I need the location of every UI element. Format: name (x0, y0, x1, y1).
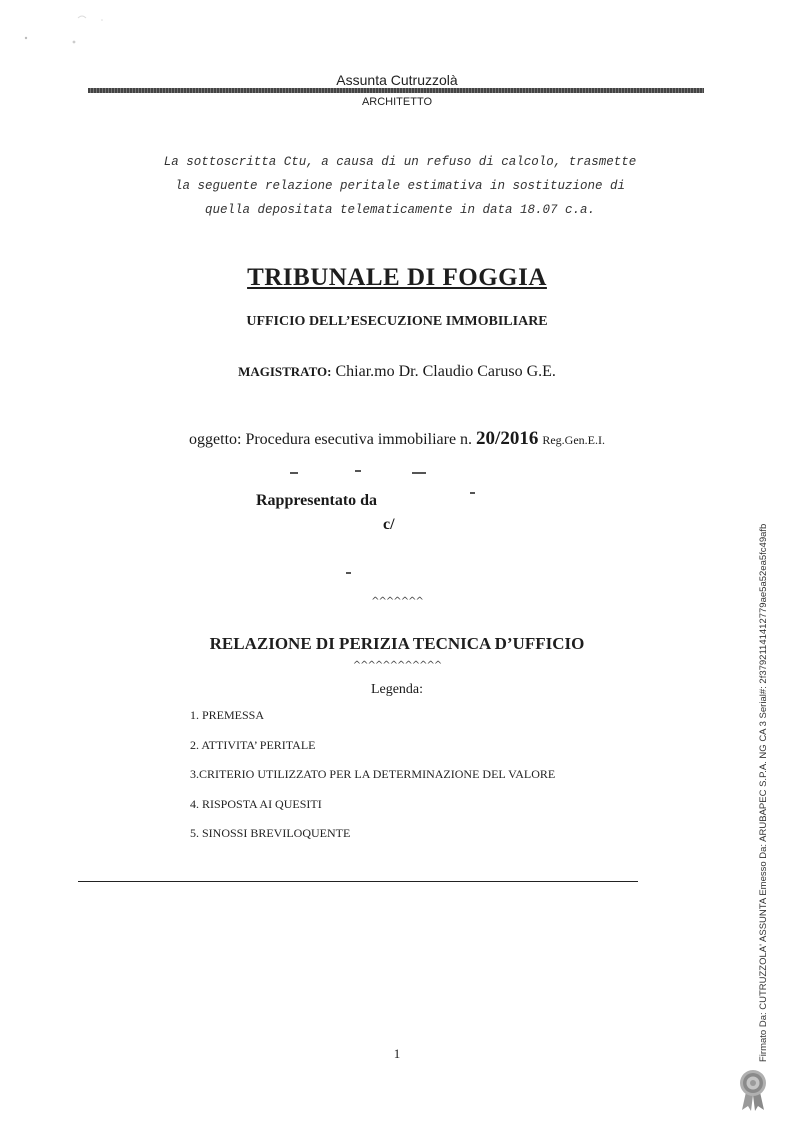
letterhead-title: ARCHITETTO (361, 96, 433, 108)
page-number: 1 (393, 1046, 401, 1061)
footer-rule (78, 881, 638, 882)
letterhead-name: Assunta Cutruzzolà (336, 72, 458, 88)
legend-label: Legenda: (370, 682, 424, 697)
procedure-register: Reg.Gen.E.I. (542, 433, 605, 447)
magistrate-label: MAGISTRATO: (238, 364, 332, 379)
signature-seal-icon (736, 1068, 770, 1112)
court-office: UFFICIO DELL’ESECUZIONE IMMOBILIARE (246, 314, 548, 329)
subject-text: oggetto: Procedura esecutiva immobiliare n. (189, 431, 473, 448)
list-item: 1. PREMESSA (190, 708, 265, 722)
subject-line (0, 428, 794, 450)
magistrate-name: Chiar.mo Dr. Claudio Caruso G.E. (335, 363, 556, 380)
caret-separator: ^^^^^^^ (371, 596, 423, 607)
court-title: TRIBUNALE DI FOGGIA (247, 264, 547, 291)
redaction-mark (412, 472, 426, 474)
magistrate-line (0, 363, 794, 381)
report-title: RELAZIONE DI PERIZIA TECNICA D’UFFICIO (209, 634, 585, 653)
legend-list (190, 708, 555, 856)
list-item: 4. RISPOSTA AI QUESITI (190, 796, 322, 811)
list-item: 3.CRITERIO UTILIZZATO PER LA DETERMINAZIONE DEL VALORE (190, 767, 556, 781)
title-underline-carets: ^^^^^^^^^^^^ (352, 660, 442, 671)
list-item: 5. SINOSSI BREVILOQUENTE (190, 826, 351, 840)
redaction-mark (346, 572, 351, 574)
letterhead-rule (88, 88, 704, 93)
note-line: quella depositata telematicamente in data 18.07 c.a. (204, 203, 596, 217)
note-line: La sottoscritta Ctu, a causa di un refuso di calcolo, trasmette (163, 155, 637, 169)
redaction-mark (355, 470, 361, 472)
signature-text: Firmato Da: CUTRUZZOLA' ASSUNTA Emesso Da: ARUBAPEC S.P.A. NG CA 3 Serial#: 2f37921141412779ae5a52ea5fc49afb (758, 523, 769, 1062)
procedure-number: 20/2016 (476, 428, 539, 449)
list-item: 2. ATTIVITA’ PERITALE (190, 737, 316, 752)
note-line: la seguente relazione peritale estimativa in sostituzione di (174, 179, 626, 193)
digital-signature (758, 523, 794, 1062)
redaction-mark (470, 492, 475, 494)
redaction-mark (290, 472, 298, 474)
versus-label: c/ (383, 516, 395, 533)
scan-specks (14, 8, 114, 48)
represented-by-label: Rappresentato da (256, 492, 378, 509)
correction-note (120, 150, 680, 222)
